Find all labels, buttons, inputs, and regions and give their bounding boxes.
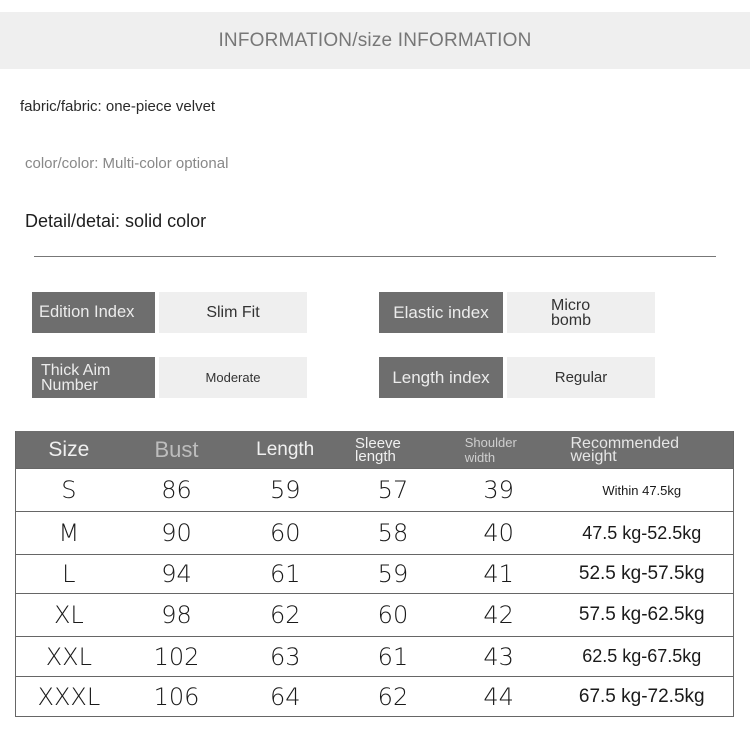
header-bust: Bust <box>154 436 199 462</box>
cell-bust: 86 <box>161 476 192 504</box>
cell-size: M <box>58 519 80 547</box>
header-length: Length <box>256 438 315 460</box>
cell-shoulder: 40 <box>483 519 514 547</box>
size-table <box>15 431 734 717</box>
table-row <box>16 554 733 593</box>
cell-bust: 106 <box>153 682 200 711</box>
cell-weight: 62.5 kg-67.5kg <box>582 646 702 666</box>
cell-bust: 98 <box>161 601 192 629</box>
cell-size: XXXL <box>37 682 101 711</box>
section-divider <box>34 256 716 257</box>
cell-weight: 52.5 kg-57.5kg <box>578 563 705 584</box>
cell-length: 64 <box>269 682 301 711</box>
cell-weight: Within 47.5kg <box>602 482 682 498</box>
cell-size: XXL <box>45 642 92 671</box>
attribute-label: Length index <box>379 357 503 398</box>
header-line: width <box>464 449 496 465</box>
banner-title: INFORMATION/size INFORMATION <box>218 29 532 51</box>
cell-sleeve: 57 <box>377 476 409 504</box>
cell-shoulder: 42 <box>483 601 514 629</box>
header-sleeve-length <box>339 431 447 468</box>
cell-size: L <box>62 560 76 588</box>
detail-info: Detail/detai: solid color <box>25 211 207 231</box>
attribute-value: Moderate <box>159 357 307 398</box>
attribute-label <box>32 357 155 398</box>
color-info: color/color: Multi-color optional <box>25 155 229 172</box>
header-line: Sleeve <box>355 434 401 452</box>
cell-shoulder: 39 <box>483 476 514 504</box>
header-line: length <box>355 447 396 465</box>
cell-size: XL <box>53 601 84 629</box>
attribute-label-line: Number <box>41 376 98 394</box>
table-header <box>16 431 733 468</box>
cell-bust: 102 <box>153 642 200 671</box>
attribute-length-index <box>379 357 655 398</box>
cell-sleeve: 60 <box>377 601 409 629</box>
table-row <box>16 468 733 511</box>
attribute-thickness <box>32 357 307 398</box>
table-row <box>16 593 733 636</box>
cell-sleeve: 59 <box>377 560 409 588</box>
attribute-value: Regular <box>507 357 655 398</box>
header-line: Recommended <box>570 434 679 452</box>
cell-size: S <box>61 476 77 504</box>
attribute-value-line: bomb <box>551 311 592 329</box>
attribute-label-line: Thick Aim <box>41 361 111 379</box>
table-row <box>16 676 733 716</box>
cell-sleeve: 61 <box>377 642 409 671</box>
attribute-label: Edition Index <box>32 292 155 333</box>
cell-weight: 67.5 kg-72.5kg <box>578 685 705 707</box>
attribute-value-line: Micro <box>551 296 591 314</box>
cell-length: 62 <box>269 601 301 629</box>
table-row <box>16 511 733 554</box>
fabric-info: fabric/fabric: one-piece velvet <box>20 98 216 115</box>
cell-shoulder: 41 <box>483 560 514 588</box>
header-recommended-weight <box>550 431 733 468</box>
cell-length: 60 <box>269 519 301 547</box>
header-line: weight <box>570 447 617 465</box>
header-size: Size <box>48 437 90 461</box>
cell-sleeve: 62 <box>377 682 409 711</box>
cell-shoulder: 43 <box>483 642 514 671</box>
cell-shoulder: 44 <box>483 682 514 711</box>
cell-weight: 57.5 kg-62.5kg <box>578 604 705 625</box>
cell-bust: 90 <box>161 519 192 547</box>
attribute-label: Elastic index <box>379 292 503 333</box>
cell-length: 63 <box>269 642 301 671</box>
cell-length: 61 <box>269 560 301 588</box>
attribute-edition-index <box>32 292 307 333</box>
header-shoulder-width <box>447 431 551 468</box>
cell-weight: 47.5 kg-52.5kg <box>582 522 702 543</box>
cell-sleeve: 58 <box>377 519 409 547</box>
info-banner <box>0 12 750 69</box>
attribute-elastic-index <box>379 292 655 333</box>
table-row <box>16 636 733 676</box>
attribute-value: Slim Fit <box>159 292 307 333</box>
attribute-value <box>507 292 655 333</box>
cell-bust: 94 <box>161 560 192 588</box>
cell-length: 59 <box>269 476 301 504</box>
header-line: Shoulder <box>464 434 517 450</box>
